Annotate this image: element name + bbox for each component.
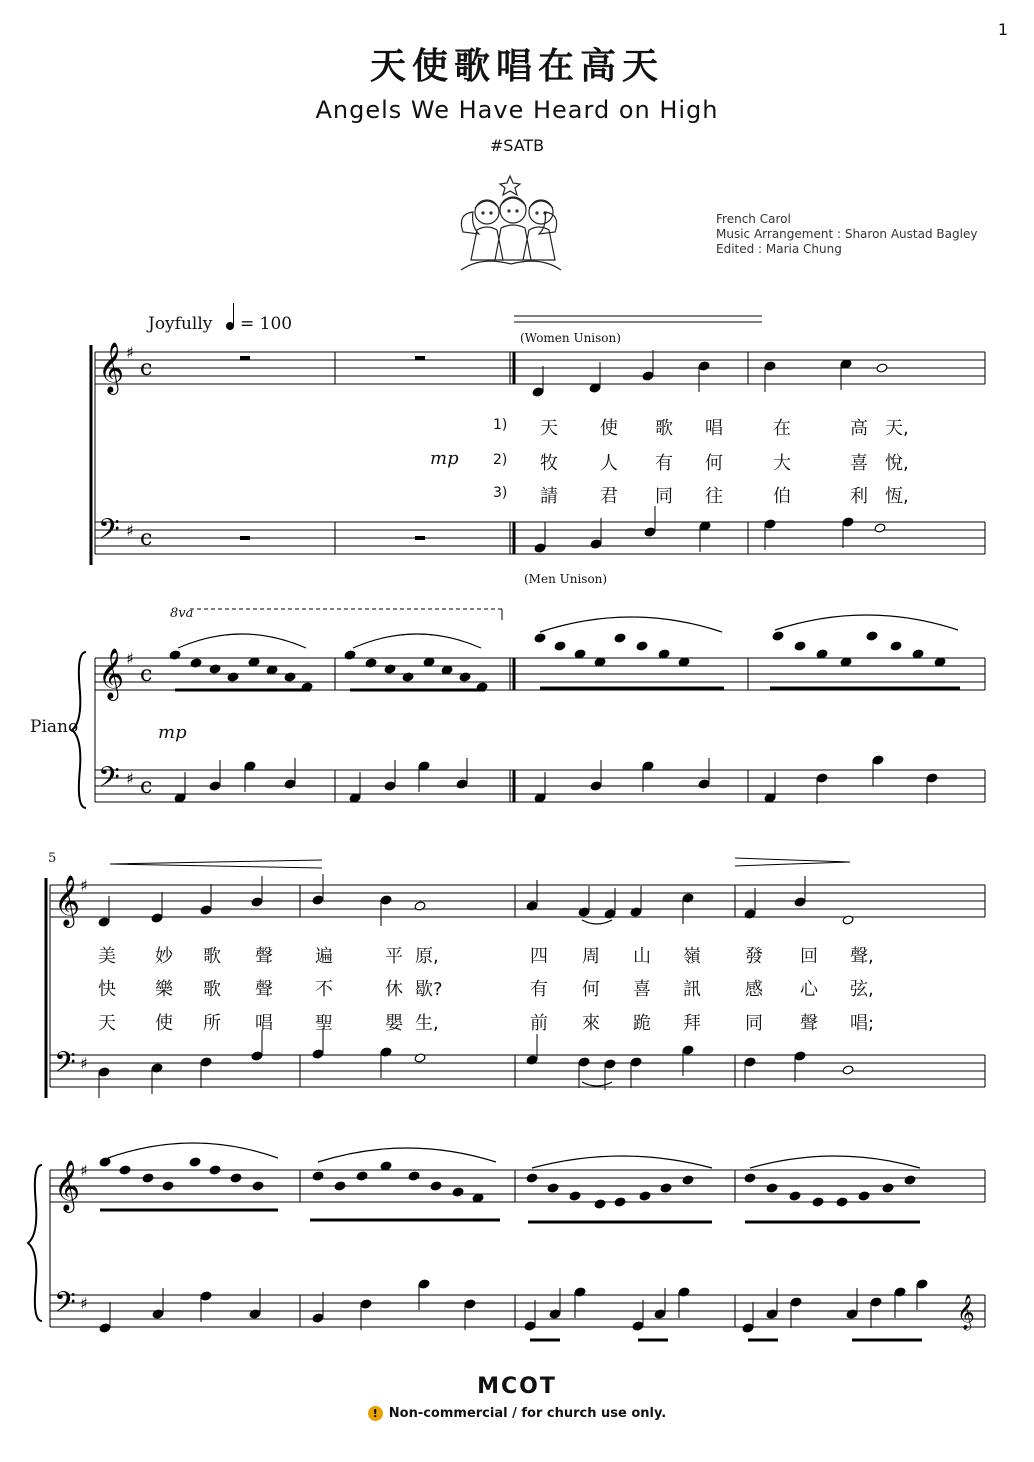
- note-head: [384, 664, 396, 674]
- lyric-syllable: 聲,: [850, 946, 874, 967]
- lyric-syllable: 感: [745, 979, 763, 1000]
- credit-editor: Edited : Maria Chung: [716, 242, 842, 256]
- note-head: [766, 1309, 778, 1319]
- note-head: [227, 672, 239, 682]
- lyric-syllable: 何: [705, 453, 723, 474]
- note-head: [452, 1187, 464, 1197]
- key-sharp-icon: ♯: [80, 1294, 88, 1313]
- note-head: [402, 672, 414, 682]
- note-head: [660, 1183, 672, 1193]
- note-head: [365, 658, 377, 668]
- lyric-syllable: 發: [745, 946, 763, 967]
- lyric-syllable: 弦,: [850, 979, 874, 1000]
- footer-note: [0, 1406, 1034, 1421]
- lyric-syllable: 聲: [255, 946, 273, 967]
- note-head: [578, 907, 590, 917]
- note-head: [464, 1299, 476, 1309]
- note-head: [630, 907, 642, 917]
- note-head: [866, 631, 878, 641]
- note-head: [526, 1173, 538, 1183]
- note-head: [200, 905, 212, 915]
- note-head: [790, 1297, 802, 1307]
- note-head: [99, 1323, 111, 1333]
- note-head: [642, 371, 654, 381]
- note-head: [578, 1057, 590, 1067]
- lyric-syllable: 快: [98, 979, 116, 1000]
- lyric-syllable: 唱: [705, 418, 723, 439]
- title-chinese: 天使歌唱在高天: [369, 46, 664, 87]
- treble-clef-icon: 𝄞: [98, 648, 125, 699]
- note-head: [312, 895, 324, 905]
- note-head: [744, 1173, 756, 1183]
- lyric-syllable: 來: [582, 1013, 600, 1034]
- credit-arrangement: Music Arrangement : Sharon Austad Bagley: [716, 227, 978, 241]
- lyric-syllable: 天: [540, 418, 558, 439]
- lyric-syllable: 遍: [315, 946, 333, 967]
- note-head: [604, 1059, 616, 1069]
- lyric-syllable: 美: [98, 946, 116, 967]
- key-sharp-icon: ♯: [126, 521, 134, 540]
- note-head: [882, 1183, 894, 1193]
- lyric-syllable: 休: [385, 979, 403, 1000]
- note-head: [526, 1055, 538, 1065]
- lyric-syllable: 心: [800, 979, 818, 1000]
- note-head: [842, 517, 854, 527]
- lyric-syllable: 唱: [255, 1013, 273, 1034]
- footer-logo: MCOT: [477, 1374, 557, 1399]
- note-head: [916, 1279, 928, 1289]
- note-head: [846, 1309, 858, 1319]
- slur: [540, 617, 722, 632]
- lyric-syllable: 拜: [683, 1013, 701, 1034]
- note-head: [870, 1297, 882, 1307]
- lyric-syllable: 山: [633, 946, 651, 967]
- bass-clef-icon: 𝄢: [54, 1046, 76, 1086]
- lyric-syllable: 有: [655, 453, 673, 474]
- note-head: [644, 527, 656, 537]
- lyric-syllable: 大: [773, 453, 791, 474]
- lyric-syllable: 悅,: [885, 453, 909, 474]
- note-head: [744, 909, 756, 919]
- note-head: [312, 1049, 324, 1059]
- treble-clef-icon: 𝄞: [98, 342, 125, 393]
- note-head: [98, 1067, 110, 1077]
- lyric-syllable: 往: [705, 486, 723, 507]
- note-head: [414, 1053, 426, 1063]
- lyric-syllable: 同: [745, 1013, 763, 1034]
- key-sharp-icon: ♯: [80, 1161, 88, 1180]
- note-head: [594, 1199, 606, 1209]
- slur: [353, 634, 481, 648]
- treble-clef-icon: 𝄞: [957, 1295, 975, 1330]
- verse-number: 3): [493, 485, 508, 501]
- slur: [532, 1156, 712, 1168]
- note-head: [604, 909, 616, 919]
- slur: [318, 1148, 496, 1162]
- lyric-syllable: 牧: [540, 453, 558, 474]
- note-head: [614, 1197, 626, 1207]
- lyric-syllable: 不: [315, 979, 333, 1000]
- lyric-syllable: 伯: [773, 486, 791, 507]
- note-head: [794, 1051, 806, 1061]
- lyric-syllable: 君: [600, 486, 618, 507]
- credit-origin: French Carol: [716, 212, 791, 226]
- note-head: [812, 1197, 824, 1207]
- lyric-syllable: 天,: [885, 418, 909, 439]
- bass-clef-icon: 𝄢: [54, 1286, 76, 1326]
- note-head: [874, 523, 886, 533]
- note-head: [636, 641, 648, 651]
- note-head: [532, 387, 544, 397]
- note-head: [408, 1171, 420, 1181]
- whole-rest-icon: [415, 356, 425, 360]
- common-time-icon: c: [140, 774, 153, 799]
- note-head: [414, 901, 426, 911]
- slur: [775, 615, 958, 630]
- lyric-syllable: 何: [582, 979, 600, 1000]
- lyric-syllable: 歌: [203, 946, 221, 967]
- note-head: [152, 1309, 164, 1319]
- lyric-syllable: 平: [385, 946, 403, 967]
- slur: [750, 1156, 920, 1168]
- note-head: [794, 897, 806, 907]
- title-english: Angels We Have Heard on High: [315, 96, 719, 124]
- note-head: [554, 641, 566, 651]
- note-head: [384, 781, 396, 791]
- note-head: [169, 650, 181, 660]
- lyric-syllable: 跪: [633, 1013, 651, 1034]
- slur: [108, 1143, 278, 1158]
- dynamic-voice: mp: [430, 448, 459, 469]
- lyric-syllable: 同: [655, 486, 673, 507]
- lyric-syllable: 四: [530, 946, 548, 967]
- lyric-syllable: 聲: [255, 979, 273, 1000]
- note-head: [547, 1183, 559, 1193]
- bass-clef-icon: 𝄢: [98, 513, 120, 553]
- note-head: [632, 1321, 644, 1331]
- lyric-syllable: 嬰: [385, 1013, 403, 1034]
- lyric-syllable: 聖: [315, 1013, 333, 1034]
- note-head: [842, 1065, 854, 1075]
- lyric-syllable: 生,: [415, 1013, 439, 1034]
- note-head: [742, 1323, 754, 1333]
- lyric-syllable: 歇?: [415, 979, 443, 1000]
- note-head: [789, 1191, 801, 1201]
- lyric-syllable: 人: [600, 453, 618, 474]
- note-head: [209, 781, 221, 791]
- note-head: [682, 893, 694, 903]
- lyric-syllable: 周: [582, 946, 600, 967]
- note-head: [380, 895, 392, 905]
- note-head: [630, 1057, 642, 1067]
- note-head: [119, 1165, 131, 1175]
- note-head: [334, 1181, 346, 1191]
- note-head: [251, 1051, 263, 1061]
- note-head: [842, 915, 854, 925]
- note-head: [890, 641, 902, 651]
- note-head: [200, 1291, 212, 1301]
- note-head: [772, 631, 784, 641]
- note-head: [569, 1191, 581, 1201]
- note-head: [209, 664, 221, 674]
- verse-number: 2): [493, 452, 508, 468]
- note-head: [549, 1309, 561, 1319]
- dynamic-piano: mp: [158, 722, 187, 743]
- note-head: [344, 650, 356, 660]
- note-head: [456, 779, 468, 789]
- common-time-icon: c: [140, 526, 153, 551]
- ottava-mark: 8va: [170, 606, 194, 621]
- lyric-syllable: 妙: [155, 946, 173, 967]
- lyric-syllable: 喜: [850, 453, 868, 474]
- note-head: [698, 779, 710, 789]
- hairpin: [735, 858, 850, 866]
- lyric-syllable: 在: [773, 418, 791, 439]
- piano-brace: [28, 1165, 42, 1321]
- note-head: [574, 1287, 586, 1297]
- note-head: [698, 361, 710, 371]
- note-head: [360, 1299, 372, 1309]
- note-head: [230, 1173, 242, 1183]
- note-head: [744, 1057, 756, 1067]
- key-sharp-icon: ♯: [126, 343, 134, 362]
- note-head: [430, 1181, 442, 1191]
- lyric-syllable: 前: [530, 1013, 548, 1034]
- note-head: [251, 897, 263, 907]
- note-head: [312, 1313, 324, 1323]
- note-head: [682, 1045, 694, 1055]
- tempo-word: Joyfully: [148, 314, 213, 334]
- slur: [582, 920, 612, 924]
- tempo-value: = 100: [240, 314, 293, 334]
- note-head: [614, 633, 626, 643]
- key-sharp-icon: ♯: [80, 876, 88, 895]
- verse-number: 1): [493, 417, 508, 433]
- note-head: [249, 1309, 261, 1319]
- whole-rest-icon: [415, 536, 425, 540]
- lyric-syllable: 高: [850, 418, 868, 439]
- note-head: [894, 1287, 906, 1297]
- note-head: [876, 363, 888, 373]
- note-head: [590, 781, 602, 791]
- note-head: [639, 1191, 651, 1201]
- note-head: [526, 901, 538, 911]
- lyric-syllable: 所: [203, 1013, 221, 1034]
- note-head: [98, 917, 110, 927]
- lyric-syllable: 聲: [800, 1013, 818, 1034]
- note-head: [766, 1183, 778, 1193]
- lyric-syllable: 天: [98, 1013, 116, 1034]
- note-head: [764, 519, 776, 529]
- lyric-syllable: 訊: [683, 979, 701, 1000]
- note-head: [189, 1157, 201, 1167]
- slur: [178, 634, 306, 648]
- lyric-syllable: 利: [850, 486, 868, 507]
- note-head: [356, 1171, 368, 1181]
- whole-rest-icon: [240, 356, 250, 360]
- lyric-syllable: 回: [800, 946, 818, 967]
- treble-clef-icon: 𝄞: [54, 875, 81, 926]
- women-unison-label: (Women Unison): [520, 331, 621, 345]
- note-head: [682, 1175, 694, 1185]
- note-head: [99, 1157, 111, 1167]
- page-number: 1: [997, 20, 1008, 39]
- lyric-syllable: 歌: [655, 418, 673, 439]
- note-head: [459, 672, 471, 682]
- note-head: [284, 672, 296, 682]
- note-head: [836, 1197, 848, 1207]
- lyric-syllable: 原,: [415, 946, 439, 967]
- note-head: [858, 1191, 870, 1201]
- note-head: [252, 1181, 264, 1191]
- note-head: [654, 1309, 666, 1319]
- note-head: [926, 773, 938, 783]
- note-head: [142, 1173, 154, 1183]
- note-head: [904, 1175, 916, 1185]
- note-head: [764, 361, 776, 371]
- lyric-syllable: 嶺: [683, 946, 701, 967]
- note-head: [151, 1063, 163, 1073]
- lyric-syllable: 使: [155, 1013, 173, 1034]
- measure-number: 5: [48, 851, 57, 866]
- lyric-syllable: 請: [540, 486, 558, 507]
- warning-icon: !: [368, 1406, 383, 1421]
- key-sharp-icon: ♯: [80, 1054, 88, 1073]
- bass-clef-icon: 𝄢: [98, 761, 120, 801]
- note-head: [380, 1047, 392, 1057]
- note-head: [312, 1171, 324, 1181]
- whole-rest-icon: [240, 536, 250, 540]
- lyric-syllable: 喜: [633, 979, 651, 1000]
- lyric-syllable: 樂: [155, 979, 173, 1000]
- slur: [582, 1082, 612, 1086]
- note-head: [524, 1321, 536, 1331]
- treble-clef-icon: 𝄞: [54, 1160, 81, 1211]
- note-head: [162, 1181, 174, 1191]
- note-head: [678, 1287, 690, 1297]
- piano-brace: [72, 652, 86, 808]
- note-head: [200, 1057, 212, 1067]
- key-sharp-icon: ♯: [126, 649, 134, 668]
- voicing-tag: #SATB: [489, 136, 545, 155]
- common-time-icon: c: [140, 356, 153, 381]
- piano-label: Piano: [30, 717, 79, 737]
- lyric-syllable: 使: [600, 418, 618, 439]
- men-unison-label: (Men Unison): [524, 572, 608, 586]
- note-head: [534, 633, 546, 643]
- hairpin: [110, 860, 322, 868]
- note-head: [534, 543, 546, 553]
- common-time-icon: c: [140, 662, 153, 687]
- note-head: [590, 539, 602, 549]
- note-head: [284, 779, 296, 789]
- note-head: [816, 773, 828, 783]
- lyric-syllable: 恆,: [885, 486, 909, 507]
- note-head: [794, 641, 806, 651]
- note-head: [418, 1279, 430, 1289]
- note-head: [190, 658, 202, 668]
- key-sharp-icon: ♯: [126, 769, 134, 788]
- note-head: [151, 913, 163, 923]
- lyric-syllable: 有: [530, 979, 548, 1000]
- footer-note-text: Non-commercial / for church use only.: [388, 1406, 667, 1421]
- note-head: [209, 1165, 221, 1175]
- lyric-syllable: 歌: [203, 979, 221, 1000]
- lyric-syllable: 唱;: [850, 1013, 875, 1034]
- note-head: [872, 755, 884, 765]
